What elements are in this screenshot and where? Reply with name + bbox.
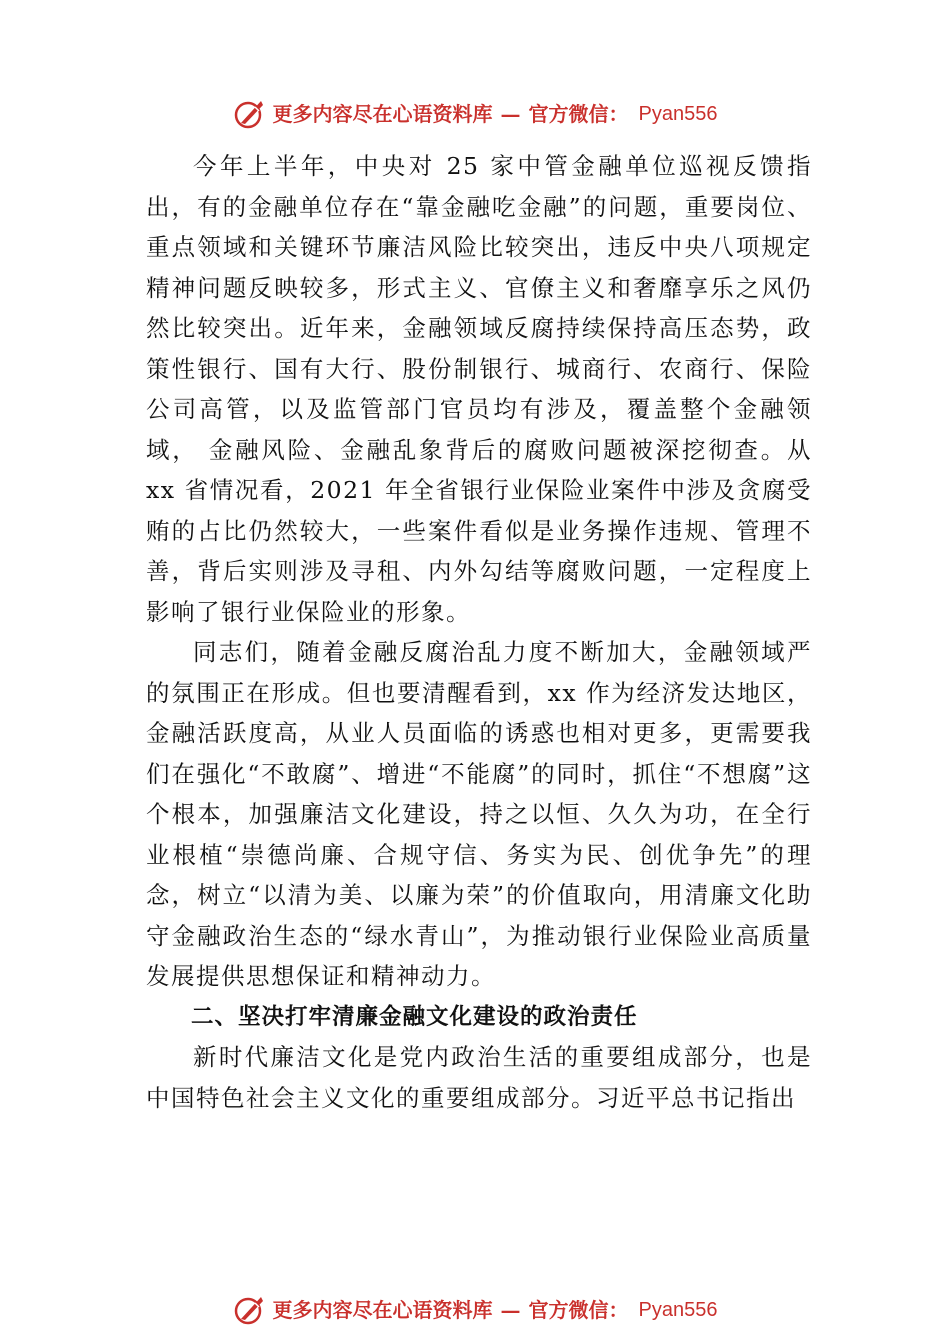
paragraph-1: 今年上半年，中央对 25 家中管金融单位巡视反馈指出，有的金融单位存在“靠金融吃金融”的问题，重要岗位、重点领域和关键环节廉洁风险比较突出，违反中央八项规定精神问题反映较多，形式主义、官僚主义和奢靡享乐之风仍然比较突出。近年来，金融领域反腐持续保持高压态势，政策性银行、国有大行、股份制银行、城商行、农商行、保险公司高管，以及监管部门官员均有涉及，覆盖整个金融领域， 金融风险、金融乱象背后的腐败问题被深挖彻查。从 xx 省情况看，2021 年全省银行业保险业案件中涉及贪腐受贿的占比仍然较大，一些案件看似是业务操作违规、管理不善，背后实则涉及寻租、内外勾结等腐败问题，一定程度上影响了银行业保险业的形象。	[146, 152, 812, 626]
header-wechat-id: Pyan556	[638, 103, 718, 125]
quill-logo-icon	[233, 1293, 267, 1327]
quill-logo-icon	[233, 97, 267, 131]
footer-banner	[0, 1290, 950, 1330]
document-body	[146, 146, 812, 1118]
section-heading: 二、坚决打牢清廉金融文化建设的政治责任	[191, 1003, 638, 1030]
header-banner	[0, 94, 950, 134]
paragraph-3: 新时代廉洁文化是党内政治生活的重要组成部分，也是中国特色社会主义文化的重要组成部分。习近平总书记指出	[146, 1043, 812, 1112]
header-wechat-label: 官方微信：	[528, 102, 629, 126]
footer-wechat-id: Pyan556	[638, 1299, 718, 1321]
paragraph-2: 同志们，随着金融反腐治乱力度不断加大，金融领域严的氛围正在形成。但也要清醒看到，xx 作为经济发达地区，金融活跃度高，从业人员面临的诱惑也相对更多，更需要我们在强化“不敢腐”、增进“不能腐”的同时，抓住“不想腐”这个根本，加强廉洁文化建设，持之以恒、久久为功，在全行业根植“崇德尚廉、合规守信、务实为民、创优争先”的理念，树立“以清为美、以廉为荣”的价值取向，用清廉文化助守金融政治生态的“绿水青山”，为推动银行业保险业高质量发展提供思想保证和精神动力。	[146, 638, 812, 990]
header-site-name: 更多内容尽在心语资料库	[272, 102, 493, 126]
header-separator: —	[500, 102, 521, 126]
footer-site-name: 更多内容尽在心语资料库	[272, 1298, 493, 1322]
footer-wechat-label: 官方微信：	[528, 1298, 629, 1322]
footer-separator: —	[500, 1298, 521, 1322]
